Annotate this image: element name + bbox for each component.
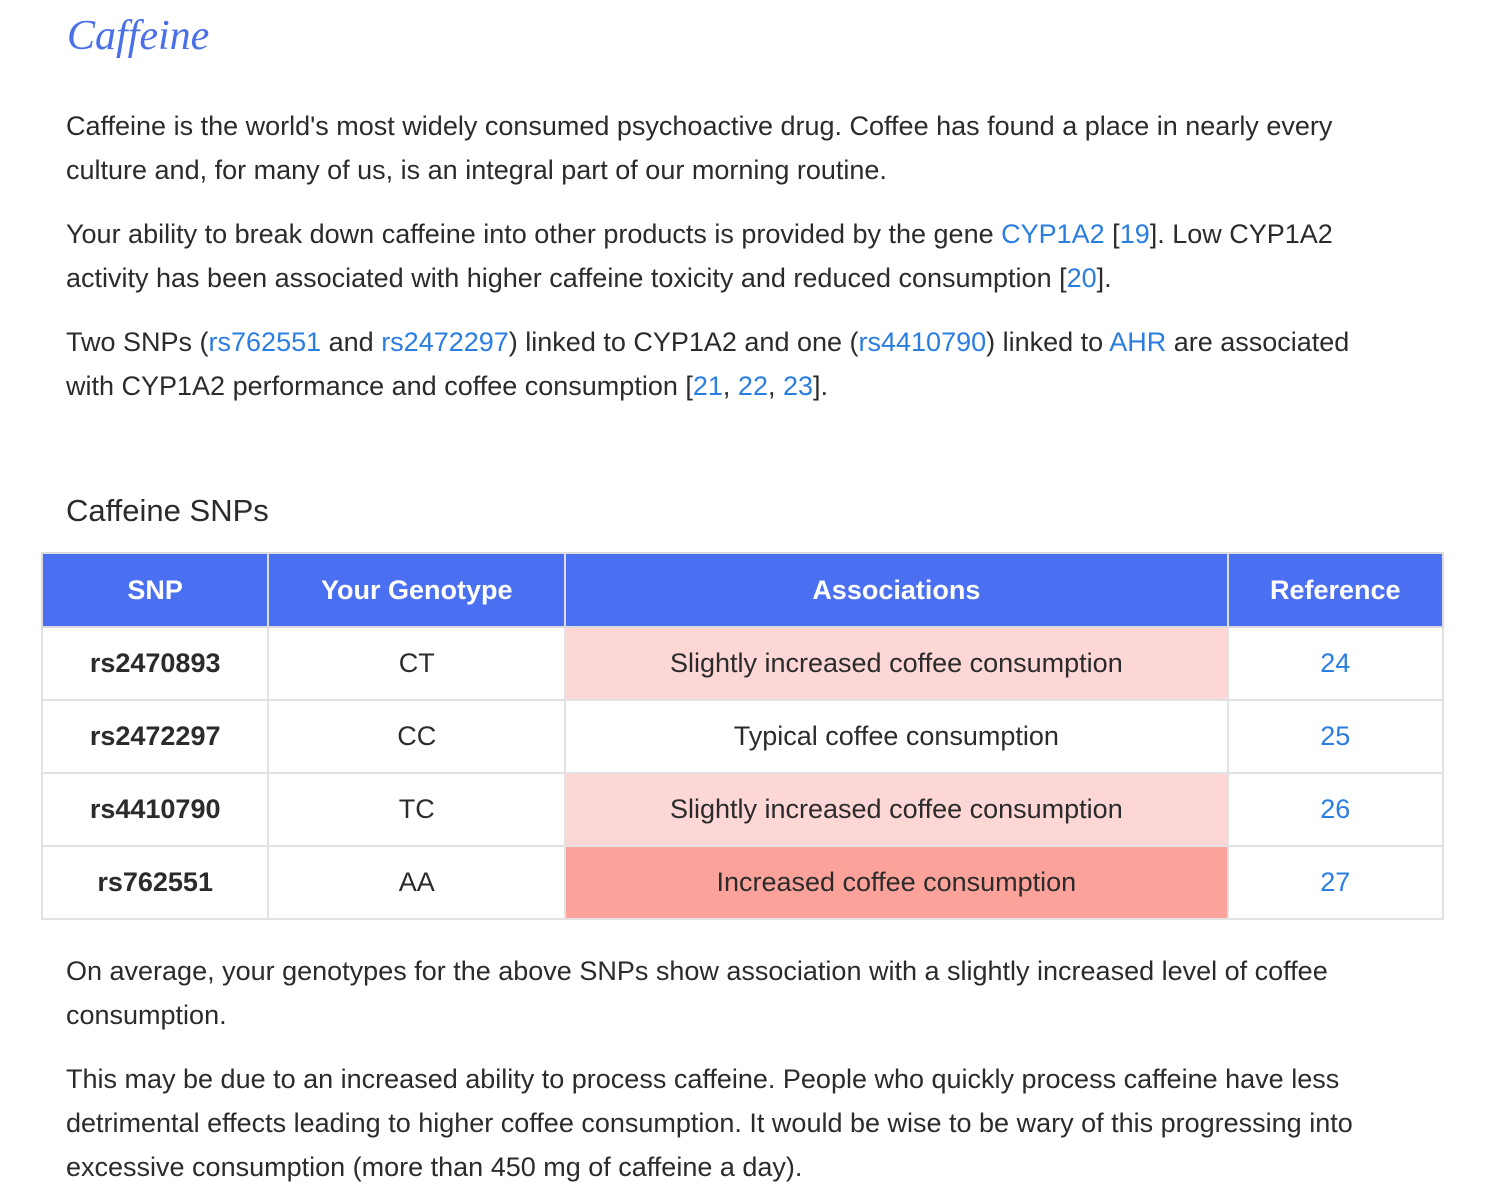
intro-text: Your ability to break down caffeine into other products is provided by the gene: [66, 219, 1002, 249]
reference-cell: [1228, 627, 1443, 700]
intro-text: ]. Low CYP1A2 activity has been associated with higher caffeine toxicity and reduced consumption [: [66, 219, 1333, 293]
snp-cell: rs2472297: [42, 700, 268, 773]
snp-link-rs2472297[interactable]: rs2472297: [381, 327, 509, 357]
reference-link-22[interactable]: 22: [737, 371, 768, 401]
intro-paragraph-2: [66, 212, 1396, 300]
reference-link-26[interactable]: 26: [1320, 794, 1351, 824]
table-row: [42, 627, 1443, 700]
gene-link-ahr[interactable]: AHR: [1109, 327, 1167, 357]
reference-link-27[interactable]: 27: [1320, 867, 1351, 897]
table-header-row: [42, 553, 1443, 627]
column-header-snp: SNP: [42, 553, 268, 627]
reference-cell: [1228, 846, 1443, 919]
intro-text: ) linked to CYP1A2 and one (: [508, 327, 859, 357]
column-header-associations: Associations: [565, 553, 1227, 627]
reference-link-20[interactable]: 20: [1066, 263, 1097, 293]
section-title: Caffeine SNPs: [66, 493, 269, 528]
reference-link-21[interactable]: 21: [692, 371, 723, 401]
intro-text: [: [1104, 219, 1120, 249]
genotype-cell: CT: [268, 627, 565, 700]
table-row: [42, 700, 1443, 773]
intro-text: are associated with CYP1A2 performance and coffee consumption [: [66, 327, 1350, 401]
reference-cell: [1228, 773, 1443, 846]
column-header-genotype: Your Genotype: [268, 553, 565, 627]
snp-cell: rs762551: [42, 846, 268, 919]
intro-text: ].: [813, 371, 829, 401]
reference-link-25[interactable]: 25: [1320, 721, 1351, 751]
association-cell: Increased coffee consumption: [565, 846, 1227, 919]
gene-link-cyp1a2[interactable]: CYP1A2: [1001, 219, 1105, 249]
snp-link-rs4410790[interactable]: rs4410790: [858, 327, 987, 357]
intro-text: Two SNPs (: [66, 327, 209, 357]
association-cell: Slightly increased coffee consumption: [565, 773, 1227, 846]
genotype-cell: CC: [268, 700, 565, 773]
intro-text: and: [321, 327, 382, 357]
intro-text: ) linked to: [986, 327, 1110, 357]
reference-cell: [1228, 700, 1443, 773]
reference-link-23[interactable]: 23: [782, 371, 814, 401]
snp-table: [41, 552, 1444, 920]
intro-text: ,: [767, 371, 783, 401]
snp-cell: rs4410790: [42, 773, 268, 846]
reference-link-24[interactable]: 24: [1320, 648, 1351, 678]
table-row: [42, 846, 1443, 919]
association-cell: Slightly increased coffee consumption: [565, 627, 1227, 700]
summary-paragraph-1: On average, your genotypes for the above SNPs show association with a slightly increased level of coffee consumption.: [66, 956, 1328, 1030]
summary-paragraph-2: This may be due to an increased ability to process caffeine. People who quickly process caffeine have less detrimental effects leading to higher coffee consumption. It would be wise to be wary of this progressing into excessive consumption (more than 450 mg of caffeine a day).: [66, 1064, 1353, 1182]
table-row: [42, 773, 1443, 846]
intro-text: ].: [1096, 263, 1112, 293]
intro-text: ,: [722, 371, 738, 401]
reference-link-19[interactable]: 19: [1119, 219, 1150, 249]
snp-cell: rs2470893: [42, 627, 268, 700]
intro-paragraph-1: Caffeine is the world's most widely consumed psychoactive drug. Coffee has found a place in nearly every culture and, for many of us, is an integral part of our morning routine.: [66, 111, 1333, 185]
snp-link-rs762551[interactable]: rs762551: [208, 327, 322, 357]
association-cell: Typical coffee consumption: [565, 700, 1227, 773]
page-title: Caffeine: [67, 13, 210, 59]
genotype-cell: TC: [268, 773, 565, 846]
column-header-reference: Reference: [1228, 553, 1443, 627]
intro-paragraph-3: [66, 320, 1396, 408]
genotype-cell: AA: [268, 846, 565, 919]
